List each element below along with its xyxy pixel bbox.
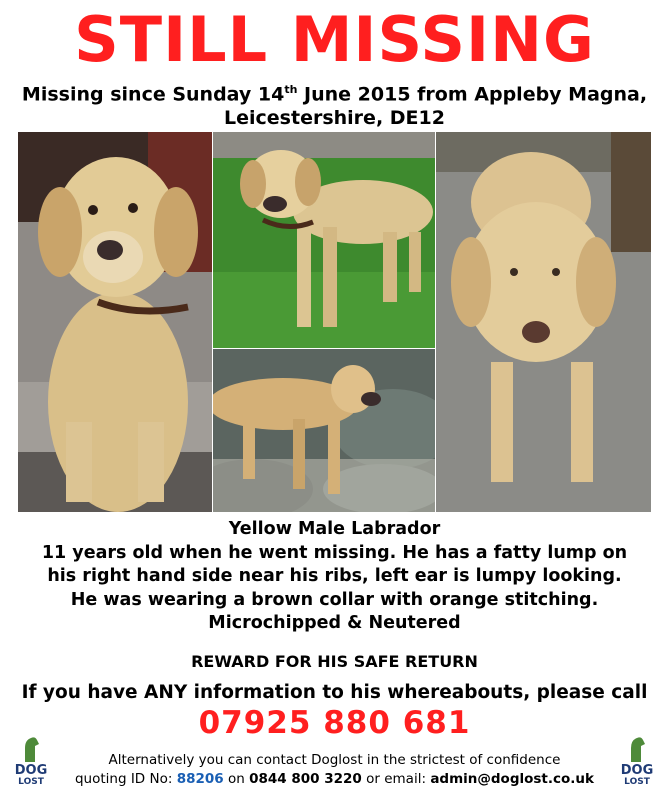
description-line: He was wearing a brown collar with orange stitching.: [70, 589, 599, 610]
dog-silhouette-icon: [19, 734, 43, 764]
description-line: Microchipped & Neutered: [208, 613, 461, 633]
quote-prefix: quoting ID No:: [74, 771, 173, 787]
doglost-phone: 0844 800 3220: [249, 771, 362, 787]
doglost-id: 88206: [176, 771, 224, 787]
subtitle-part-2: June 2015 from Appleby Magna,: [297, 83, 648, 106]
or-email-text: or email:: [366, 771, 427, 787]
description-line: 11 years old when he went missing. He has a fatty lump on: [41, 542, 628, 563]
subtitle-location: Leicestershire, DE12: [224, 107, 445, 130]
description-line: his right hand side near his ribs, left ear is lumpy looking.: [47, 566, 622, 586]
doglost-email: admin@doglost.co.uk: [430, 771, 595, 787]
doglost-logo-right: [620, 734, 654, 790]
description-line: Yellow Male Labrador: [228, 519, 441, 539]
poster-title: STILL MISSING: [74, 3, 595, 76]
dog-photo-rocks: [213, 349, 435, 512]
confidence-text: Alternatively you can contact Doglost in the strictest of confidence: [108, 752, 561, 768]
dog-photo-sitting: [18, 132, 212, 512]
dog-photo-gravel: [436, 132, 651, 512]
info-request-text: If you have ANY information to his whereabouts, please call: [21, 682, 648, 703]
missing-since-text: [0, 78, 669, 130]
reward-text: REWARD FOR HIS SAFE RETURN: [191, 652, 478, 671]
logo-word-lost: LOST: [18, 777, 44, 787]
subtitle-part-1: Missing since Sunday 14: [21, 83, 285, 106]
doglost-contact-info: [0, 751, 669, 789]
dog-photo-grass: [213, 132, 435, 348]
logo-word-dog: DOG: [620, 763, 654, 778]
dog-silhouette-icon: [625, 734, 649, 764]
subtitle-ordinal: th: [284, 83, 298, 96]
contact-phone-number: 07925 880 681: [198, 705, 471, 741]
logo-word-dog: DOG: [14, 763, 48, 778]
on-text: on: [227, 771, 245, 787]
dog-description: [0, 518, 669, 636]
doglost-logo-left: [14, 734, 48, 790]
logo-word-lost: LOST: [624, 777, 650, 787]
